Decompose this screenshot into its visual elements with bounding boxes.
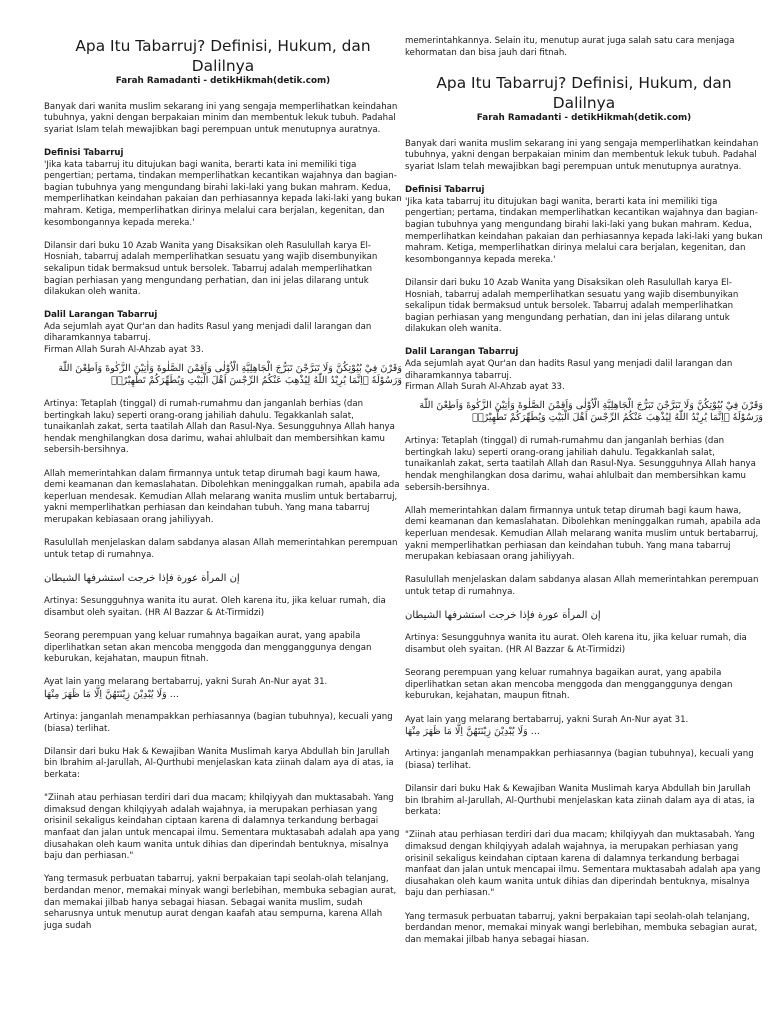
artinya-hadith: Artinya: Sesungguhnya wanita itu aurat. Oleh karena itu, jika keluar rumah, dia disambut oleh syaitan. (HR Al Bazzar & At-Tirmidzi) [405, 633, 747, 655]
article-author: Farah Ramadanti - detikHikmah(detik.com) [115, 76, 331, 86]
arabic-hadith: إن المرأة عورة فإذا خرجت استشرفها الشيطان [405, 610, 601, 622]
hak-paragraph: Dilansir dari buku Hak & Kewajiban Wanita Muslimah karya Abdullah bin Jarullah bin Ibrahim al-Jarullah, Al-Qurthubi menjelaskan kata ziinah dalam aya di atas, ia berkata: [405, 784, 755, 818]
definition-paragraph: 'Jika kata tabarruj itu ditujukan bagi wanita, berarti kata ini memiliki tiga pengertian; pertama, tindakan memperlihatkan kecantikan wajahnya dan bagian-bagian tubuhnya yang mengundang birahi laki-laki yang bukan mahram. Kedua, memperlihatkan keindahan pakaian dan perhiasannya kepada laki-laki yang bukan mahram. Ketiga, memperlihatkan dirinya melalui cara berjalan, kegenitan, dan kesombongannya kepada mereka.' [405, 196, 763, 265]
artinya-annur: Artinya: janganlah menampakkan perhiasannya (bagian tubuhnya), kecuali yang (biasa) terlihat. [405, 749, 754, 771]
arabic-annur-verse: ... وَلَا يُبْدِيْنَ زِيْنَتَهُنَّ اِلَّا مَا ظَهَرَ مِنْهَا [44, 688, 179, 700]
firman-line: Firman Allah Surah Al-Ahzab ayat 33. [405, 382, 565, 393]
termasuk-paragraph: Yang termasuk perbuatan tabarruj, yakni berpakaian tapi seolah-olah telanjang, berdandan menor, memakai minyak wangi berlebihan, membuka sebagian aurat, dan memakai jilbab hanya sebagai hiasan. Sebagai wanita muslim, sudah seharusnya untuk menutup aurat dengan kaafah atau sempurna, karena Allah juga sudah [44, 874, 397, 931]
right-column [405, 36, 763, 958]
article-author: Farah Ramadanti - detikHikmah(detik.com) [476, 113, 692, 124]
intro-paragraph: Banyak dari wanita muslim sekarang ini yang sengaja memperlihatkan keindahan tubuhnya, yakni dengan berpakaian minim dan membentuk lekuk tubuh. Padahal syariat Islam telah mewajibkan bagi perempuan untuk menutupnya auratnya. [44, 101, 398, 135]
left-column [44, 36, 402, 944]
definition-heading: Definisi Tabarruj [405, 185, 485, 196]
annur-intro: Ayat lain yang melarang bertabarruj, yakni Surah An-Nur ayat 31. [405, 714, 689, 725]
rasul-paragraph: Rasulullah menjelaskan dalam sabdanya alasan Allah memerintahkan perempuan untuk tetap di rumahnya. [405, 575, 759, 597]
seorang-paragraph: Seorang perempuan yang keluar rumahnya bagaikan aurat, yang apabila diperlihatkan setan akan mencoba menggoda dan mengganggunya dengan keburukan, kejahatan, maupun fitnah. [44, 630, 372, 665]
arabic-ahzab-verse: وَقَرْنَ فِيْ بُيُوْتِكُنَّ وَلَا تَبَرَّجْنَ تَبَرُّجَ الْجَاهِلِيَّةِ الْاُوْلٰى وَاَقِمْنَ الصَّلٰوةَ وَاٰتِيْنَ الزَّكٰوةَ وَاَطِعْنَ اللّٰهَ وَرَسُوْلَهٗ ۗاِنَّمَا يُرِيْدُ اللّٰهُ لِيُذْهِبَ عَنْكُمُ الرِّجْسَ اَهْلَ الْبَيْتِ وَيُطَهِّرَكُمْ تَطْهِيْرًاۚ [58, 362, 402, 387]
allah-paragraph: Allah memerintahkan dalam firmannya untuk tetap dirumah bagi kaum hawa, demi keamanan dan kemaslahatan. Dibolehkan meninggalkan rumah, apabila ada keperluan mendesak. Kemudian Allah melarang wanita muslim untuk bertabarruj, yakni memperlihatkan perhiasan dan keindahan tubuh. Yang mana tabarruj merupakan kebiasaan orang jahiliyyah. [44, 468, 400, 525]
annur-intro: Ayat lain yang melarang bertabarruj, yakni Surah An-Nur ayat 31. [44, 677, 328, 688]
arabic-hadith: إن المرأة عورة فإذا خرجت استشرفها الشيطان [44, 572, 240, 584]
artinya-hadith: Artinya: Sesungguhnya wanita itu aurat. Oleh karena itu, jika keluar rumah, dia disambut oleh syaitan. (HR Al Bazzar & At-Tirmidzi) [44, 596, 386, 618]
artinya-ahzab: Artinya: Tetaplah (tinggal) di rumah-rumahmu dan janganlah berhias (dan bertingkah laku) seperti orang-orang jahiliah dahulu. Tegakkanlah salat, tunaikanlah zakat, serta taatilah Allah dan Rasul-Nya. Sesungguhnya Allah hanya hendak menghilangkan dosa darimu, wahai ahlulbait dan membersihkan kamu sebersih-bersihnya. [44, 399, 395, 456]
artinya-annur: Artinya: janganlah menampakkan perhiasannya (bagian tubuhnya), kecuali yang (biasa) terlihat. [44, 712, 393, 734]
dalil-intro: Ada sejumlah ayat Qur'an dan hadits Rasul yang menjadi dalil larangan dan diharamkannya tabarruj. [44, 321, 372, 344]
definition-heading: Definisi Tabarruj [44, 147, 124, 158]
intro-paragraph: Banyak dari wanita muslim sekarang ini yang sengaja memperlihatkan keindahan tubuhnya, yakni dengan berpakaian minim dan membentuk lekuk tubuh. Padahal syariat Islam telah mewajibkan bagi perempuan untuk menutupnya auratnya. [405, 138, 759, 172]
azab-paragraph: Dilansir dari buku 10 Azab Wanita yang Disaksikan oleh Rasulullah karya El-Hosniah, tabarruj adalah memperlihatkan sesuatu yang wajib disembunyikan sekalipun tidak bermaksud untuk bersolek. Tabarruj adalah memperlihatkan bagian perhiasan yang mengundang perhatian, dan ini jelas dilarang untuk dilakukan oleh wanita. [405, 277, 739, 335]
ziinah-quote: "Ziinah atau perhiasan terdiri dari dua macam; khilqiyyah dan muktasabah. Yang dimaksud dengan khilqiyyah adalah wajahnya, ia merupakan perhiasan yang orisinil sekaligus keindahan ciptaan karena di dalamnya terkandung berbagai manfaat dan jalan untuk mencapai ilmu. Sementara muktasabah adalah apa yang diusahakan oleh kaum wanita untuk dihias dan diperindah bentuknya, misalnya baju dan perhiasan." [44, 793, 400, 862]
seorang-paragraph: Seorang perempuan yang keluar rumahnya bagaikan aurat, yang apabila diperlihatkan setan akan mencoba menggoda dan mengganggunya dengan keburukan, kejahatan, maupun fitnah. [405, 668, 733, 702]
azab-paragraph: Dilansir dari buku 10 Azab Wanita yang Disaksikan oleh Rasulullah karya El-Hosniah, tabarruj adalah memperlihatkan sesuatu yang wajib disembunyikan sekalipun tidak bermaksud untuk bersolek. Tabarruj adalah memperlihatkan bagian perhiasan yang mengundang perhatian, dan ini jelas dilarang untuk dilakukan oleh wanita. [44, 240, 378, 298]
arabic-annur-verse: ... وَلَا يُبْدِيْنَ زِيْنَتَهُنَّ اِلَّا مَا ظَهَرَ مِنْهَا [405, 726, 540, 738]
ziinah-quote: "Ziinah atau perhiasan terdiri dari dua macam; khilqiyyah dan muktasabah. Yang dimaksud dengan khilqiyyah adalah wajahnya, ia merupakan perhiasan yang orisinil sekaligus keindahan ciptaan karena di dalamnya terkandung berbagai manfaat dan jalan untuk mencapai ilmu. Sementara muktasabah adalah apa yang diusahakan oleh kaum wanita untuk dihias dan diperindah bentuknya, misalnya baju dan perhiasan." [405, 830, 761, 899]
arabic-ahzab-verse: وَقَرْنَ فِيْ بُيُوْتِكُنَّ وَلَا تَبَرَّجْنَ تَبَرُّجَ الْجَاهِلِيَّةِ الْاُوْلٰى وَاَقِمْنَ الصَّلٰوةَ وَاٰتِيْنَ الزَّكٰوةَ وَاَطِعْنَ اللّٰهَ وَرَسُوْلَهٗ ۗاِنَّمَا يُرِيْدُ اللّٰهُ لِيُذْهِبَ عَنْكُمُ الرِّجْسَ اَهْلَ الْبَيْتِ وَيُطَهِّرَكُمْ تَطْهِيْرًاۚ [419, 399, 763, 424]
artinya-ahzab: Artinya: Tetaplah (tinggal) di rumah-rumahmu dan janganlah berhias (dan bertingkah laku) seperti orang-orang jahiliah dahulu. Tegakkanlah salat, tunaikanlah zakat, serta taatilah Allah dan Rasul-Nya. Sesungguhnya Allah hanya hendak menghilangkan dosa darimu, wahai ahlulbait dan membersihkan kamu sebersih-bersihnya. [405, 436, 756, 493]
article-title: Apa Itu Tabarruj? Definisi, Hukum, dan Dalilnya [436, 74, 732, 113]
rasul-paragraph: Rasulullah menjelaskan dalam sabdanya alasan Allah memerintahkan perempuan untuk tetap di rumahnya. [44, 538, 398, 560]
allah-paragraph: Allah memerintahkan dalam firmannya untuk tetap dirumah bagi kaum hawa, demi keamanan dan kemaslahatan. Dibolehkan meninggalkan rumah, apabila ada keperluan mendesak. Kemudian Allah melarang wanita muslim untuk bertabarruj, yakni memperlihatkan perhiasan dan keindahan tubuh. Yang mana tabarruj merupakan kebiasaan orang jahiliyyah. [405, 505, 761, 563]
dalil-intro: Ada sejumlah ayat Qur'an dan hadits Rasul yang menjadi dalil larangan dan diharamkannya tabarruj. [405, 359, 733, 381]
dalil-heading: Dalil Larangan Tabarruj [44, 310, 158, 321]
firman-line: Firman Allah Surah Al-Ahzab ayat 33. [44, 345, 204, 356]
dalil-heading: Dalil Larangan Tabarruj [405, 347, 519, 358]
hak-paragraph: Dilansir dari buku Hak & Kewajiban Wanita Muslimah karya Abdullah bin Jarullah bin Ibrahim al-Jarullah, Al-Qurthubi menjelaskan kata ziinah dalam aya di atas, ia berkata: [44, 746, 394, 781]
continuation-paragraph: memerintahkannya. Selain itu, menutup aurat juga salah satu cara menjaga kehormatan dan bisa jauh dari fitnah. [405, 36, 735, 58]
termasuk-paragraph: Yang termasuk perbuatan tabarruj, yakni berpakaian tapi seolah-olah telanjang, berdandan menor, memakai minyak wangi berlebihan, membuka sebagian aurat, dan memakai jilbab hanya sebagai hiasan. [405, 911, 758, 945]
article-title: Apa Itu Tabarruj? Definisi, Hukum, dan Dalilnya [75, 37, 371, 75]
definition-paragraph: 'Jika kata tabarruj itu ditujukan bagi wanita, berarti kata ini memiliki tiga pengertian; pertama, tindakan memperlihatkan kecantikan wajahnya dan bagian-bagian tubuhnya yang mengundang birahi laki-laki yang bukan mahram. Kedua, memperlihatkan keindahan pakaian dan perhiasannya kepada laki-laki yang bukan mahram. Ketiga, memperlihatkan dirinya melalui cara berjalan, kegenitan, dan kesombongannya kepada mereka.' [44, 159, 402, 228]
